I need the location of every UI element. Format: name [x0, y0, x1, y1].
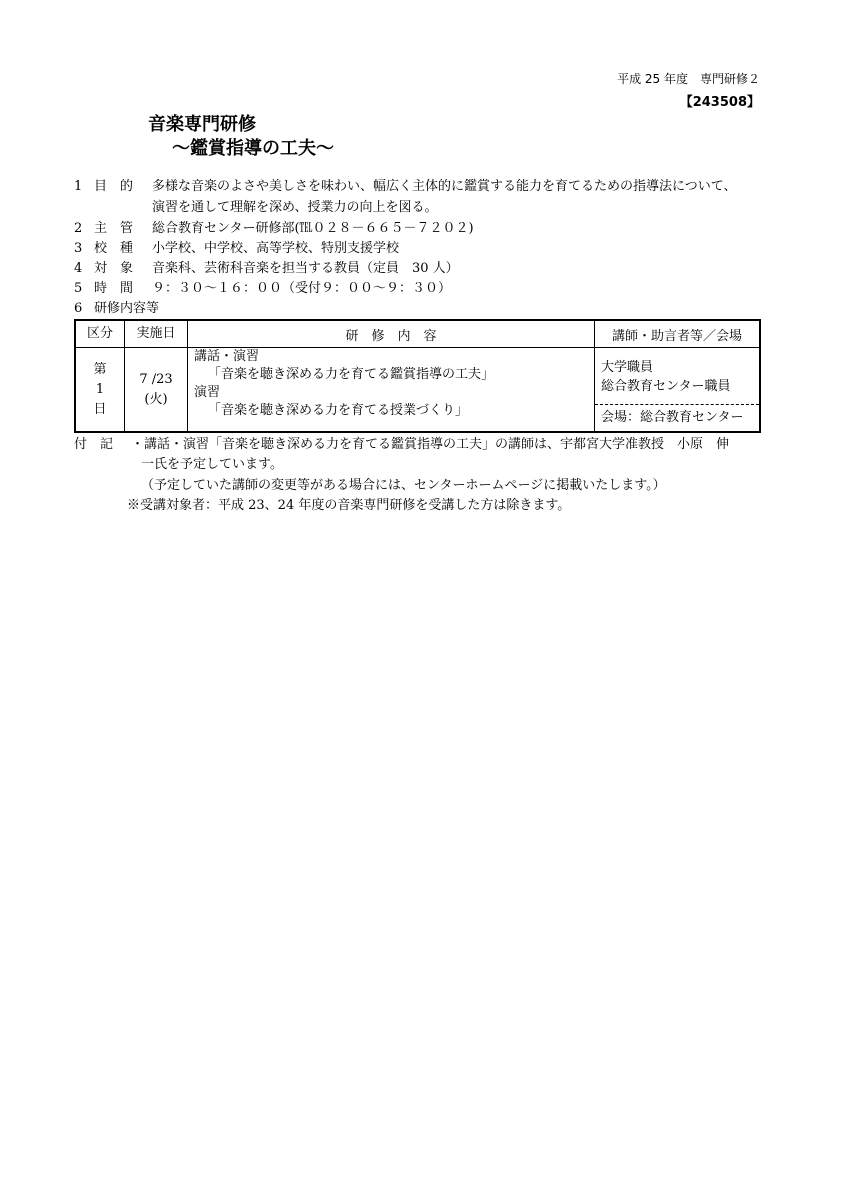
item-label: 校 種: [94, 241, 134, 256]
date-value: 7 /23: [139, 371, 173, 387]
item-purpose-line-2: 演習を通して理解を深め、授業力の向上を図る。: [152, 200, 438, 215]
item-purpose: [74, 178, 152, 196]
day-char: 1: [95, 381, 105, 397]
table-row: [75, 348, 760, 433]
day-char: 第: [93, 361, 107, 377]
content-cell: [188, 348, 595, 433]
item-label: 対 象: [94, 261, 134, 276]
session-type: 講話・演習: [194, 349, 260, 364]
notes-label: 付 記: [74, 437, 114, 452]
lecturer-cell: [595, 348, 761, 433]
notes-line-4: ※受講対象者：平成 23、24 年度の音楽専門研修を受講した方は除きます。: [127, 498, 571, 513]
day-char: 日: [93, 401, 107, 417]
header-date: 実施日: [125, 320, 188, 348]
item-label: 主 管: [94, 221, 134, 236]
item-label: 時 間: [94, 281, 134, 296]
item-organizer-value: 総合教育センター研修部(℡０２８－６６５－７２０２): [152, 221, 474, 236]
session-title: 「音楽を聴き深める力を育てる授業づくり」: [208, 403, 469, 418]
date-cell: [125, 348, 188, 433]
schedule-table: [74, 319, 761, 433]
item-time-value: ９：３０～１６：００（受付９：００～９：３０）: [152, 281, 452, 296]
item-school-type-value: 小学校、中学校、高等学校、特別支援学校: [152, 241, 400, 256]
lecturer-name: 総合教育センター職員: [601, 379, 731, 394]
item-label: 目 的: [94, 179, 134, 194]
schedule-header-row: [75, 320, 760, 348]
header-division: 区分: [75, 320, 125, 348]
notes-line-3: （予定していた講師の変更等がある場合には、センターホームページに掲載いたします。）: [141, 478, 666, 493]
header-code: 【243508】: [679, 95, 760, 110]
item-number: 6: [74, 301, 83, 316]
weekday-value: (火): [144, 391, 168, 407]
item-time: [74, 280, 152, 298]
day-cell: [75, 348, 125, 433]
session-type: 演習: [194, 385, 221, 400]
lecturer-name: 大学職員: [601, 360, 654, 375]
item-organizer: [74, 220, 152, 238]
item-target-value: 音楽科、芸術科音楽を担当する教員（定員 30 人）: [152, 261, 459, 276]
header-content: 研 修 内 容: [188, 320, 595, 348]
item-purpose-line-1: 多様な音楽のよさや美しさを味わい、幅広く主体的に鑑賞する能力を育てるための指導法について、: [152, 179, 737, 194]
header-year-label: 平成 25 年度 専門研修２: [617, 72, 760, 86]
item-label: 研修内容等: [94, 301, 160, 316]
venue: 会場：総合教育センター: [595, 404, 759, 431]
item-number: 2: [74, 221, 83, 236]
item-number: 1: [74, 179, 83, 194]
item-contents: [74, 300, 159, 318]
notes-line-1: ・講話・演習「音楽を聴き深める力を育てる鑑賞指導の工夫」の講師は、宇都宮大学准教授 小原 伸: [131, 437, 730, 452]
item-number: 4: [74, 261, 83, 276]
item-school-type: [74, 240, 152, 258]
item-number: 5: [74, 281, 83, 296]
session-title: 「音楽を聴き深める力を育てる鑑賞指導の工夫」: [208, 367, 495, 382]
item-number: 3: [74, 241, 83, 256]
header-lecturer: 講師・助言者等／会場: [595, 320, 761, 348]
item-target: [74, 260, 152, 278]
page-title: 音楽専門研修: [148, 114, 256, 135]
page-subtitle: ～鑑賞指導の工夫～: [172, 138, 334, 159]
notes-line-2: 一氏を予定しています。: [141, 457, 283, 472]
